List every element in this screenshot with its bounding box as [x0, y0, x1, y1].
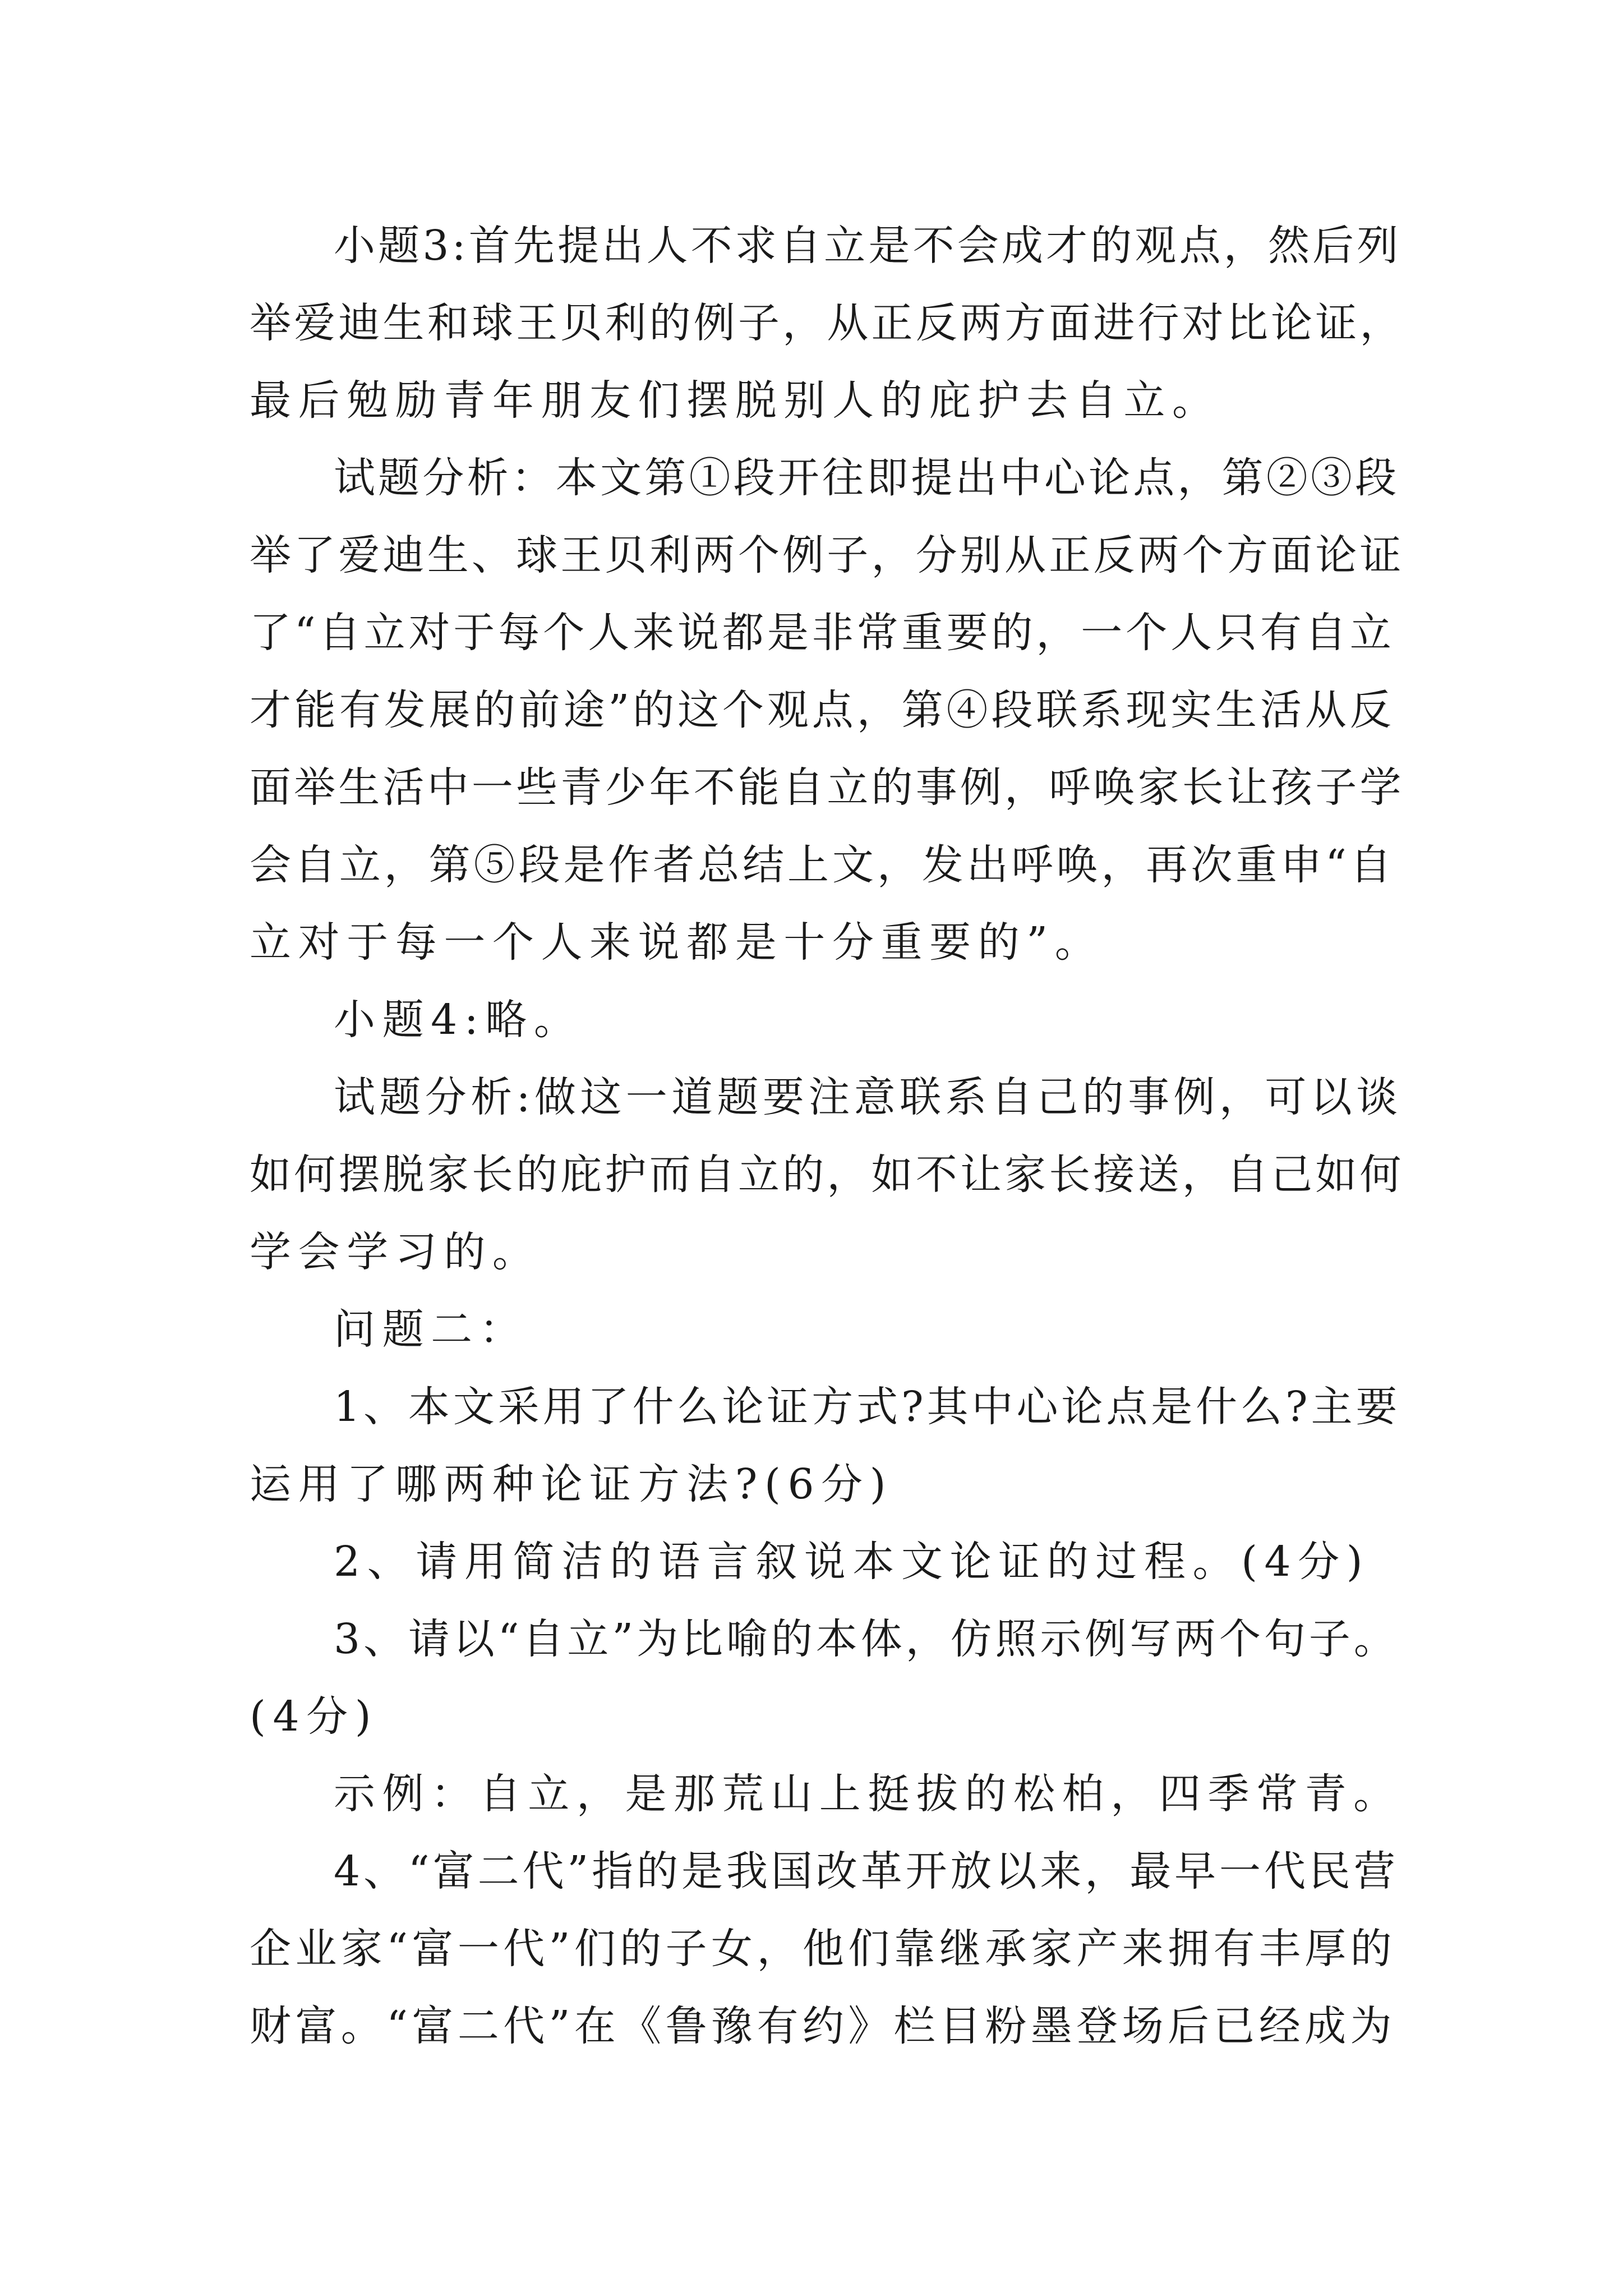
- question-1-line-2: 运用了哪两种论证方法?(6分): [250, 1460, 893, 1508]
- question-4-line-1: 4、“富二代”指的是我国改革开放以来，最早一代民营: [334, 1847, 1399, 1895]
- analysis-4-line-2: 如何摆脱家长的庇护而自立的，如不让家长接送，自己如何: [250, 1151, 1404, 1199]
- answer-3-line-1: 小题3:首先提出人不求自立是不会成才的观点，然后列: [334, 222, 1401, 270]
- analysis-3-line-1: 试题分析：本文第①段开往即提出中心论点，第②③段: [334, 454, 1400, 502]
- analysis-3-line-4: 才能有发展的前途”的这个观点，第④段联系现实生活从反: [250, 686, 1395, 734]
- answer-3-line-2: 举爱迪生和球王贝利的例子，从正反两方面进行对比论证，: [250, 299, 1404, 347]
- analysis-3-line-6: 会自立，第⑤段是作者总结上文，发出呼唤，再次重申“自: [250, 841, 1395, 889]
- question-4-line-2: 企业家“富一代”们的子女，他们靠继承家产来拥有丰厚的: [250, 1925, 1396, 1973]
- analysis-4-line-1: 试题分析:做这一道题要注意联系自己的事例，可以谈: [334, 1073, 1402, 1121]
- answer-4: 小题4:略。: [334, 996, 583, 1044]
- example-sentence: 示例：自立，是那荒山上挺拔的松柏，四季常青。: [334, 1770, 1402, 1818]
- question-2: 2、请用简洁的语言叙说本文论证的过程。(4分): [334, 1538, 1370, 1586]
- question-3-line-1: 3、请以“自立”为比喻的本体，仿照示例写两个句子。: [334, 1615, 1399, 1663]
- analysis-3-line-3: 了“自立对于每个人来说都是非常重要的，一个人只有自立: [250, 609, 1395, 657]
- analysis-3-line-5: 面举生活中一些青少年不能自立的事例，呼唤家长让孩子学: [250, 763, 1404, 812]
- question-1-line-1: 1、本文采用了什么论证方式?其中心论点是什么?主要: [334, 1383, 1401, 1431]
- answer-3-line-3: 最后勉励青年朋友们摆脱别人的庇护去自立。: [250, 376, 1221, 425]
- question-3-line-2: (4分): [250, 1692, 379, 1741]
- section-heading: 问题二：: [334, 1305, 528, 1354]
- analysis-3-line-2: 举了爱迪生、球王贝利两个例子，分别从正反两个方面论证: [250, 531, 1404, 579]
- analysis-3-line-7: 立对于每一个人来说都是十分重要的”。: [250, 918, 1104, 967]
- question-4-line-3: 财富。“富二代”在《鲁豫有约》栏目粉墨登场后已经成为: [250, 2002, 1396, 2050]
- analysis-4-line-3: 学会学习的。: [250, 1228, 541, 1276]
